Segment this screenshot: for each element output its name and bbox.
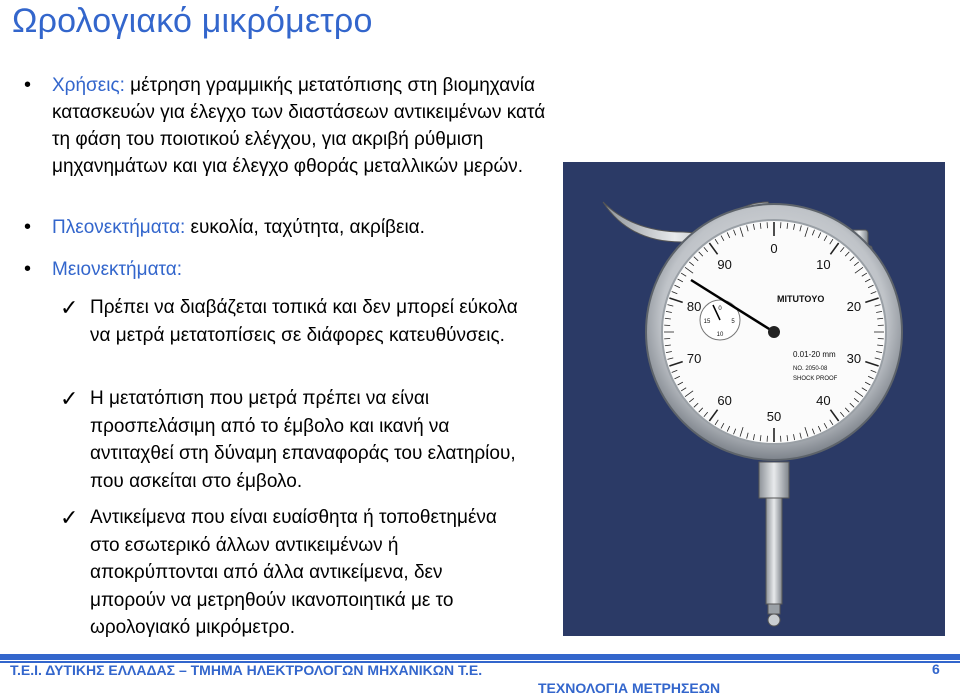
checkmark-icon: ✓ bbox=[60, 505, 79, 530]
footer-course: ΤΕΧΝΟΛΟΓΙΑ ΜΕΤΡΗΣΕΩΝ bbox=[538, 680, 721, 696]
footer-divider bbox=[0, 654, 960, 660]
inner-dial-label: 10 bbox=[716, 332, 724, 338]
inner-dial-label: 5 bbox=[731, 319, 735, 325]
dial-label: 0 bbox=[770, 241, 778, 256]
check-text: Αντικείμενα που είναι ευαίσθητα ή τοποθετημένα στο εσωτερικό άλλων αντικειμένων ή αποκρύπτονται από άλλα αντικείμενα, δεν μπορούν να μετρηθούν ικανοποιητικά με το ωρολογιακό μικρόμετρο. bbox=[90, 507, 497, 638]
dial-label: 40 bbox=[816, 392, 831, 408]
bullet-text: μέτρηση γραμμικής μετατόπισης στη βιομηχανία κατασκευών για έλεγχο των διαστάσεων αντικειμένων κατά τη φάση του ποιοτικού ελέγχου, για ακριβή ρύθμιση μηχανημάτων και για έλεγχο φθοράς μεταλλικών μερών. bbox=[52, 75, 546, 177]
dial-label: 50 bbox=[766, 409, 782, 424]
bullet-advantages bbox=[24, 214, 552, 241]
bullet-disadvantages bbox=[24, 256, 552, 283]
bullet-label: Πλεονεκτήματα: bbox=[52, 217, 186, 238]
dial-brand: MITUTOYO bbox=[777, 294, 825, 304]
dial-indicator-image bbox=[563, 162, 945, 636]
bullet-dot-icon: • bbox=[24, 74, 32, 96]
checkmark-icon: ✓ bbox=[60, 295, 79, 320]
dial-label: 70 bbox=[686, 350, 702, 366]
inner-dial-label: 0 bbox=[718, 306, 722, 312]
footer-institution: Τ.Ε.Ι. ΔΥΤΙΚΗΣ ΕΛΛΑΔΑΣ – ΤΜΗΜΑ ΗΛΕΚΤΡΟΛΟΓΩΝ ΜΗΧΑΝΙΚΩΝ Τ.Ε. bbox=[10, 662, 483, 678]
inner-dial-label: 15 bbox=[703, 319, 711, 325]
check-item-3 bbox=[60, 504, 520, 642]
dial-label: 10 bbox=[816, 257, 831, 273]
bullet-uses bbox=[24, 72, 552, 180]
dial-label: 80 bbox=[686, 299, 702, 315]
dial-indicator-photo bbox=[563, 162, 945, 636]
check-text: Η μετατόπιση που μετρά πρέπει να είναι προσπελάσιμη από το έμβολο και ικανή να αντιταχθεί στη δύναμη επαναφοράς του ελατηρίου, που ασκείται στο έμβολο. bbox=[90, 388, 516, 492]
dial-note: SHOCK PROOF bbox=[793, 376, 838, 382]
slide-title: Ωρολογιακό μικρόμετρο bbox=[12, 2, 373, 40]
dial-label: 60 bbox=[717, 392, 732, 408]
check-item-1 bbox=[60, 294, 520, 349]
dial-spec: 0.01-20 mm bbox=[793, 350, 836, 359]
bullet-label: Μειονεκτήματα: bbox=[52, 259, 183, 280]
page-number: 6 bbox=[932, 661, 940, 677]
dial-model: NO. 2050-08 bbox=[793, 366, 828, 372]
bullet-text: ευκολία, ταχύτητα, ακρίβεια. bbox=[185, 217, 425, 238]
check-text: Πρέπει να διαβάζεται τοπικά και δεν μπορεί εύκολα να μετρά μετατοπίσεις σε διάφορες κατευθύνσεις. bbox=[90, 297, 518, 346]
bullet-dot-icon: • bbox=[24, 258, 32, 280]
bullet-dot-icon: • bbox=[24, 216, 32, 238]
check-item-2 bbox=[60, 385, 520, 495]
checkmark-icon: ✓ bbox=[60, 386, 79, 411]
dial-label: 30 bbox=[846, 350, 862, 366]
bullet-label: Χρήσεις: bbox=[52, 75, 125, 96]
dial-label: 20 bbox=[846, 299, 862, 315]
dial-label: 90 bbox=[717, 257, 732, 273]
